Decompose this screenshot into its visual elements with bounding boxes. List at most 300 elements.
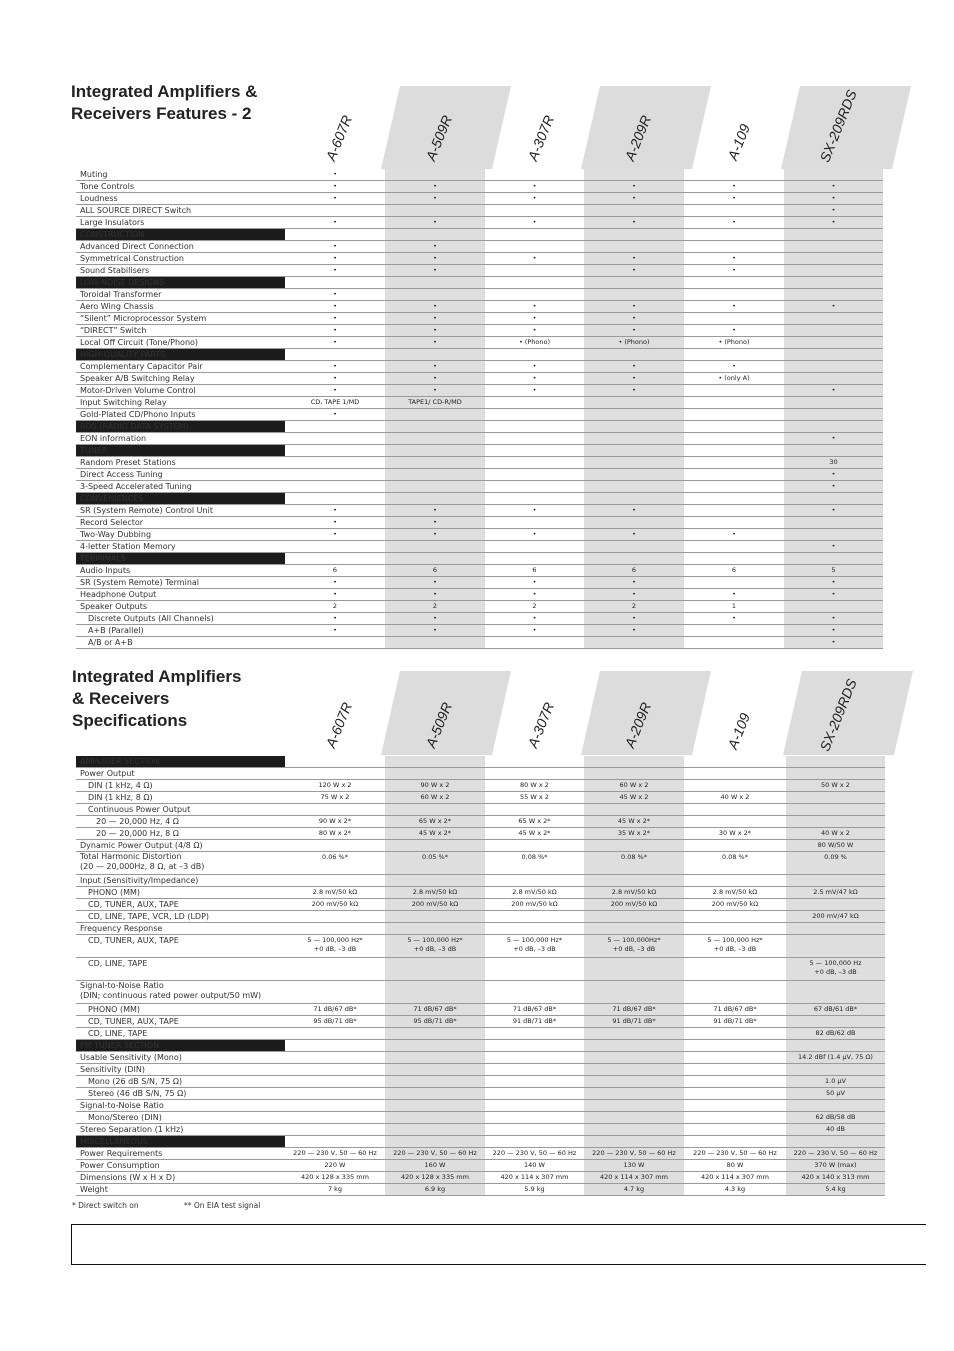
value-cell: • (385, 301, 485, 313)
value-cell: 30 W x 2* (684, 828, 786, 840)
value-cell: • (784, 193, 883, 205)
row-label (76, 193, 285, 205)
value-cell (684, 1112, 786, 1124)
value-cell: 2 (285, 601, 385, 613)
table-row (76, 397, 883, 409)
section-label (76, 493, 285, 505)
row-label-text: Input (Sensitivity/Impedance) (80, 876, 199, 885)
table-row (76, 1112, 885, 1124)
row-label (76, 589, 285, 601)
value-cell: 91 dB/71 dB* (684, 1016, 786, 1028)
value-cell (684, 169, 784, 181)
row-label (76, 529, 285, 541)
table-row (76, 923, 885, 935)
value-cell (684, 768, 786, 780)
value-cell (684, 553, 784, 565)
value-cell (285, 1064, 385, 1076)
value-cell: • (485, 193, 584, 205)
table-row (76, 541, 883, 553)
row-label (76, 373, 285, 385)
value-cell: • (584, 589, 684, 601)
value-cell: 220 — 230 V, 50 — 60 Hz (385, 1148, 485, 1160)
value-cell: • (584, 373, 684, 385)
value-cell (584, 1028, 684, 1040)
value-cell: 2 (485, 601, 584, 613)
value-cell (784, 253, 883, 265)
value-cell: 45 W x 2* (385, 828, 485, 840)
value-cell: • (784, 577, 883, 589)
value-cell (285, 469, 385, 481)
value-cell: • (684, 253, 784, 265)
value-cell (485, 1028, 584, 1040)
value-cell: • (784, 181, 883, 193)
value-cell: • (285, 517, 385, 529)
value-cell (684, 229, 784, 241)
value-cell (684, 541, 784, 553)
value-cell (786, 756, 885, 768)
row-label-text: Dimensions (W x H x D) (80, 1173, 176, 1182)
value-cell: 6 (485, 565, 584, 577)
value-cell: • (684, 529, 784, 541)
value-cell: • (385, 613, 485, 625)
value-cell (784, 349, 883, 361)
value-cell (584, 553, 684, 565)
value-cell: 50 W x 2 (786, 780, 885, 792)
value-cell: 2.8 mV/50 kΩ (485, 887, 584, 899)
features-table (76, 169, 883, 649)
row-label-sub: (20 — 20,000Hz, 8 Ω, at –3 dB) (80, 862, 205, 871)
value-cell: 200 mV/50 kΩ (584, 899, 684, 911)
value-cell (485, 923, 584, 935)
value-cell (786, 804, 885, 816)
value-cell (584, 445, 684, 457)
row-label (76, 1088, 285, 1100)
value-cell (485, 768, 584, 780)
value-cell (784, 325, 883, 337)
value-cell: CD, TAPE 1/MD (285, 397, 385, 409)
row-label (76, 253, 285, 265)
value-cell (584, 277, 684, 289)
value-cell: 220 — 230 V, 50 — 60 Hz (485, 1148, 584, 1160)
value-cell: 5.4 kg (786, 1184, 885, 1196)
value-cell (285, 1052, 385, 1064)
row-label-text: CD, LINE, TAPE (88, 959, 148, 968)
value-cell: • (584, 361, 684, 373)
row-label (76, 792, 285, 804)
value-cell: 4.7 kg (584, 1184, 684, 1196)
row-label (76, 1076, 285, 1088)
value-cell (485, 1052, 584, 1064)
table-row (76, 601, 883, 613)
row-label-text: Advanced Direct Connection (80, 242, 194, 251)
table-row (76, 1028, 885, 1040)
value-cell: 1 (684, 601, 784, 613)
row-label-text: Symmetrical Construction (80, 254, 184, 263)
value-cell: • (285, 289, 385, 301)
row-label-text: Dynamic Power Output (4/8 Ω) (80, 841, 203, 850)
table-row (76, 852, 885, 875)
value-cell (285, 433, 385, 445)
section-header-row (76, 1040, 885, 1052)
table-row (76, 253, 883, 265)
value-cell: 120 W x 2 (285, 780, 385, 792)
value-cell: • (385, 373, 485, 385)
features-model-label: SX-209RDS (816, 87, 860, 165)
value-cell (385, 553, 485, 565)
value-cell: 5 — 100,000 Hz* +0 dB, –3 dB (684, 935, 786, 958)
table-row (76, 169, 883, 181)
row-label-text: “DIRECT” Switch (80, 326, 147, 335)
value-cell: 0.08 %* (684, 852, 786, 875)
value-cell: • (485, 529, 584, 541)
value-cell (485, 349, 584, 361)
section-label (76, 277, 285, 289)
value-cell: 60 W x 2 (385, 792, 485, 804)
value-cell (385, 1136, 485, 1148)
features-model-label: A-209R (621, 112, 655, 164)
value-cell (485, 804, 584, 816)
value-cell (385, 409, 485, 421)
row-label-text: Audio Inputs (80, 566, 131, 575)
value-cell (485, 409, 584, 421)
value-cell (584, 493, 684, 505)
value-cell (784, 337, 883, 349)
table-row (76, 816, 885, 828)
value-cell: 2 (385, 601, 485, 613)
specs-title-line3: Specifications (72, 711, 188, 730)
value-cell (285, 840, 385, 852)
value-cell (385, 923, 485, 935)
value-cell: • (385, 241, 485, 253)
value-cell (684, 469, 784, 481)
value-cell (784, 421, 883, 433)
bottom-frame (71, 1224, 926, 1265)
value-cell (485, 205, 584, 217)
row-label-text: Stereo (46 dB S/N, 75 Ω) (88, 1089, 187, 1098)
value-cell (385, 1112, 485, 1124)
table-row (76, 385, 883, 397)
value-cell: • (285, 385, 385, 397)
value-cell: • (684, 193, 784, 205)
table-row (76, 1064, 885, 1076)
section-label (76, 229, 285, 241)
footnote-direct-switch: * Direct switch on (72, 1201, 139, 1210)
table-row (76, 325, 883, 337)
value-cell (485, 958, 584, 981)
value-cell: • (485, 385, 584, 397)
value-cell (684, 1100, 786, 1112)
value-cell (285, 1028, 385, 1040)
value-cell (684, 457, 784, 469)
value-cell (786, 981, 885, 1004)
value-cell: 5 — 100,000 Hz* +0 dB, –3 dB (385, 935, 485, 958)
section-label (76, 349, 285, 361)
row-label (76, 1016, 285, 1028)
section-header-row (76, 421, 883, 433)
value-cell (385, 433, 485, 445)
row-label (76, 205, 285, 217)
row-label-text: CD, LINE, TAPE (88, 1029, 148, 1038)
value-cell (684, 756, 786, 768)
row-label (76, 1004, 285, 1016)
row-label-text: Signal-to-Noise Ratio (80, 1101, 164, 1110)
row-label-text: PHONO (MM) (88, 1005, 141, 1014)
value-cell (584, 1052, 684, 1064)
value-cell (385, 1100, 485, 1112)
value-cell (385, 205, 485, 217)
value-cell (684, 1076, 786, 1088)
value-cell (285, 958, 385, 981)
row-label (76, 958, 285, 981)
value-cell: • (784, 469, 883, 481)
value-cell (784, 241, 883, 253)
row-label-text: A+B (Parallel) (88, 626, 144, 635)
row-label (76, 265, 285, 277)
value-cell (784, 373, 883, 385)
value-cell (385, 421, 485, 433)
row-label (76, 469, 285, 481)
specs-model-label: SX-209RDS (816, 676, 860, 754)
value-cell (485, 1124, 584, 1136)
row-label-text: Sensitivity (DIN) (80, 1065, 145, 1074)
row-label-text: 20 — 20,000 Hz, 4 Ω (96, 817, 179, 826)
value-cell: • (485, 613, 584, 625)
value-cell: 200 mV/50 kΩ (385, 899, 485, 911)
value-cell: • (784, 589, 883, 601)
value-cell (285, 1100, 385, 1112)
row-label-text: Record Selector (80, 518, 144, 527)
value-cell: 75 W x 2 (285, 792, 385, 804)
table-row (76, 625, 883, 637)
row-label-text: FM TUNER SECTION (80, 1041, 160, 1050)
value-cell (684, 875, 786, 887)
value-cell: 5 — 100,000 Hz* +0 dB, –3 dB (485, 935, 584, 958)
value-cell (385, 289, 485, 301)
value-cell: • (684, 589, 784, 601)
row-label-text: Motor-Driven Volume Control (80, 386, 196, 395)
row-label (76, 397, 285, 409)
row-label (76, 1100, 285, 1112)
value-cell (784, 601, 883, 613)
value-cell (285, 553, 385, 565)
specs-table-body (76, 756, 885, 1196)
value-cell (684, 840, 786, 852)
value-cell (584, 875, 684, 887)
value-cell (485, 457, 584, 469)
value-cell (684, 481, 784, 493)
value-cell: 40 dB (786, 1124, 885, 1136)
value-cell: • (285, 325, 385, 337)
value-cell (485, 541, 584, 553)
table-row (76, 289, 883, 301)
row-label-text: Random Preset Stations (80, 458, 176, 467)
value-cell: 420 x 114 x 307 mm (684, 1172, 786, 1184)
value-cell (784, 289, 883, 301)
value-cell: 80 W/50 W (786, 840, 885, 852)
table-row (76, 313, 883, 325)
value-cell: 4.3 kg (684, 1184, 786, 1196)
table-row (76, 529, 883, 541)
value-cell: 14.2 dBf (1.4 µV, 75 Ω) (786, 1052, 885, 1064)
value-cell (584, 1076, 684, 1088)
row-label (76, 517, 285, 529)
value-cell (485, 1100, 584, 1112)
table-row (76, 1004, 885, 1016)
value-cell: 50 µV (786, 1088, 885, 1100)
row-label-text: DIN (1 kHz, 8 Ω) (88, 793, 153, 802)
row-label-text: Signal-to-Noise Ratio (80, 981, 164, 990)
value-cell: 220 — 230 V, 50 — 60 Hz (786, 1148, 885, 1160)
value-cell: • (784, 541, 883, 553)
value-cell: • (385, 265, 485, 277)
row-label (76, 780, 285, 792)
value-cell (285, 637, 385, 649)
row-label (76, 241, 285, 253)
value-cell: • (285, 625, 385, 637)
row-label-text: Headphone Output (80, 590, 157, 599)
value-cell: 370 W (max) (786, 1160, 885, 1172)
section-label (76, 1136, 285, 1148)
value-cell (385, 1124, 485, 1136)
value-cell: • (485, 325, 584, 337)
value-cell (385, 1088, 485, 1100)
value-cell: 40 W x 2 (786, 828, 885, 840)
value-cell (584, 768, 684, 780)
row-label (76, 169, 285, 181)
value-cell (684, 780, 786, 792)
row-label (76, 385, 285, 397)
table-row (76, 1160, 885, 1172)
row-label (76, 935, 285, 958)
row-label (76, 911, 285, 923)
value-cell: • (385, 517, 485, 529)
value-cell: 0.06 %* (285, 852, 385, 875)
value-cell (485, 169, 584, 181)
value-cell (485, 840, 584, 852)
value-cell: TAPE1/ CD-R/MD (385, 397, 485, 409)
value-cell: 0.09 % (786, 852, 885, 875)
value-cell: • (Phono) (684, 337, 784, 349)
value-cell (485, 1064, 584, 1076)
value-cell: • (684, 181, 784, 193)
row-label-text: Mono/Stereo (DIN) (88, 1113, 162, 1122)
value-cell (684, 397, 784, 409)
row-label-sub: (DIN; continuous rated power output/50 mW) (80, 991, 262, 1000)
value-cell: 130 W (584, 1160, 684, 1172)
value-cell: • (285, 265, 385, 277)
value-cell: • (285, 169, 385, 181)
value-cell (285, 1124, 385, 1136)
row-label (76, 887, 285, 899)
value-cell (385, 349, 485, 361)
value-cell: • (285, 361, 385, 373)
row-label-text: CONSTRUCTION (80, 230, 145, 239)
row-label-text: Toroidal Transformer (80, 290, 162, 299)
value-cell (786, 899, 885, 911)
row-label (76, 1160, 285, 1172)
value-cell (584, 981, 684, 1004)
value-cell: 2.8 mV/50 kΩ (684, 887, 786, 899)
row-label-text: Power Consumption (80, 1161, 160, 1170)
table-row (76, 469, 883, 481)
value-cell (285, 981, 385, 1004)
value-cell: 80 W x 2 (485, 780, 584, 792)
row-label-text: Direct Access Tuning (80, 470, 163, 479)
value-cell: • (584, 301, 684, 313)
table-row (76, 373, 883, 385)
row-label-text: Local Off Circuit (Tone/Phono) (80, 338, 199, 347)
value-cell (285, 445, 385, 457)
value-cell (786, 1040, 885, 1052)
value-cell (385, 469, 485, 481)
value-cell: 91 dB/71 dB* (584, 1016, 684, 1028)
row-label-text: CD, TUNER, AUX, TAPE (88, 1017, 179, 1026)
value-cell (285, 421, 385, 433)
value-cell (784, 445, 883, 457)
value-cell (385, 1064, 485, 1076)
row-label-text: Usable Sensitivity (Mono) (80, 1053, 182, 1062)
table-row (76, 911, 885, 923)
value-cell (684, 816, 786, 828)
value-cell (485, 981, 584, 1004)
table-row (76, 840, 885, 852)
row-label (76, 840, 285, 852)
value-cell (285, 493, 385, 505)
value-cell: • (285, 217, 385, 229)
section-header-row (76, 756, 885, 768)
table-row (76, 589, 883, 601)
value-cell (584, 1124, 684, 1136)
section-header-row (76, 1136, 885, 1148)
value-cell (684, 981, 786, 1004)
table-row (76, 792, 885, 804)
value-cell: 220 — 230 V, 50 — 60 Hz (684, 1148, 786, 1160)
value-cell (485, 756, 584, 768)
row-label (76, 1172, 285, 1184)
value-cell: 91 dB/71 dB* (485, 1016, 584, 1028)
row-label-text: Tone Controls (80, 182, 135, 191)
value-cell (285, 768, 385, 780)
specs-model-label: A-509R (422, 699, 456, 751)
value-cell (584, 637, 684, 649)
row-label (76, 181, 285, 193)
value-cell: 160 W (385, 1160, 485, 1172)
value-cell: • (584, 529, 684, 541)
value-cell: 220 — 230 V, 50 — 60 Hz (285, 1148, 385, 1160)
value-cell (385, 457, 485, 469)
row-label-text: Loudness (80, 194, 118, 203)
value-cell: • (485, 589, 584, 601)
value-cell (385, 541, 485, 553)
value-cell (584, 1136, 684, 1148)
value-cell (385, 493, 485, 505)
value-cell: 5 (784, 565, 883, 577)
value-cell: 200 mV/50 kΩ (285, 899, 385, 911)
value-cell (485, 445, 584, 457)
value-cell: 2.8 mV/50 kΩ (285, 887, 385, 899)
row-label-text: Aero Wing Chassis (80, 302, 154, 311)
value-cell: 65 W x 2* (485, 816, 584, 828)
value-cell: • (385, 337, 485, 349)
value-cell: • (285, 409, 385, 421)
row-label (76, 613, 285, 625)
table-row (76, 1148, 885, 1160)
value-cell: 95 dB/71 dB* (385, 1016, 485, 1028)
value-cell: • (285, 589, 385, 601)
row-label-text: CD, TUNER, AUX, TAPE (88, 936, 179, 945)
value-cell: 45 W x 2 (584, 792, 684, 804)
row-label-text: Gold-Plated CD/Phono Inputs (80, 410, 196, 419)
